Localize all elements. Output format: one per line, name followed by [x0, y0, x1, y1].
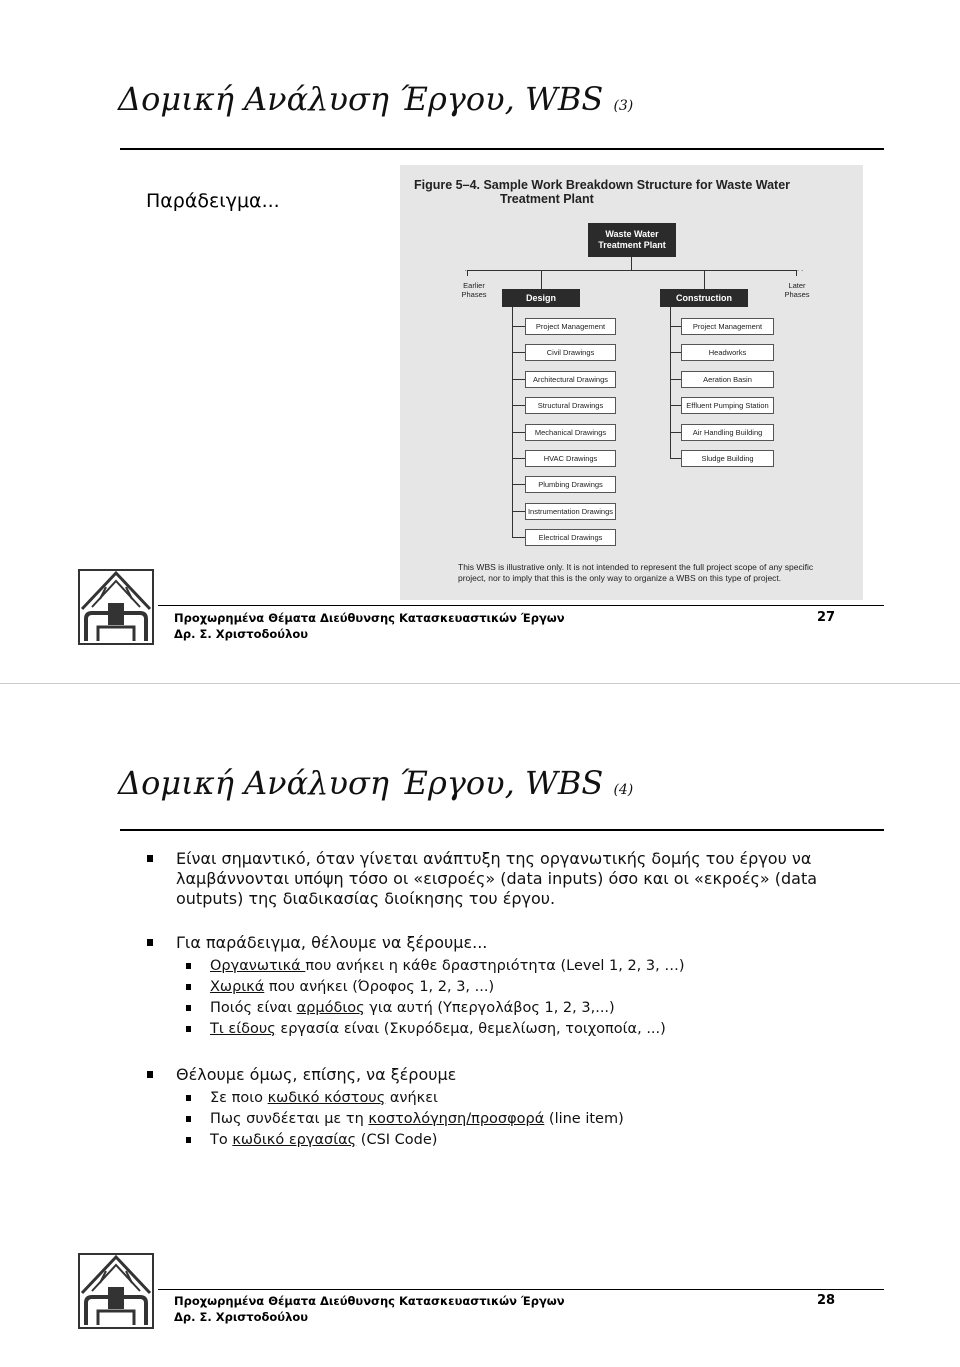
figure-note [458, 562, 858, 584]
sub-bullet-prefix: Το [210, 1132, 233, 1148]
slide2-title [118, 764, 633, 802]
slide2-title-number: (4) [613, 782, 634, 798]
wbs-connector [512, 511, 525, 512]
sub-bullet-rest: εργασία είναι (Σκυρόδεμα, θεμελίωση, τοιχοποία, ...) [275, 1021, 666, 1037]
sub-bullet-keyword: κοστολόγηση/προσφορά [368, 1111, 545, 1127]
wbs-connector [512, 458, 525, 459]
sub-bullet-prefix: Σε ποιο [210, 1090, 268, 1106]
construction-spine [670, 307, 671, 459]
slide2-footer-course: Προχωρημένα Θέματα Διεύθυνσης Κατασκευαστικών Έργων [174, 1294, 565, 1308]
wbs-connector [670, 458, 681, 459]
sub-bullet-item [210, 1088, 438, 1109]
slide2-footer-rule [158, 1289, 884, 1290]
wbs-connector [704, 270, 705, 289]
wbs-item-node: Plumbing Drawings [525, 476, 616, 493]
sub-bullet-keyword: Οργανωτικά [210, 958, 306, 974]
slide2-page-number: 28 [817, 1293, 836, 1308]
sub-bullet-rest: (CSI Code) [356, 1132, 438, 1148]
slide2-title-text: Δομική Ανάλυση Έργου, WBS [118, 764, 604, 802]
sub-bullet-item [210, 1130, 437, 1151]
wbs-item-node: Project Management [681, 318, 774, 335]
wbs-item-node: Headworks [681, 344, 774, 361]
square-bullet-icon [186, 1095, 191, 1101]
bullet-3: Θέλουμε όμως, επίσης, να ξέρουμε [176, 1065, 457, 1084]
later-phases-node: Later Phases [784, 281, 810, 299]
sub-bullet-item [210, 1109, 624, 1130]
wbs-connector [631, 257, 632, 270]
wbs-connector [512, 537, 525, 538]
wbs-item-node: Civil Drawings [525, 344, 616, 361]
slide-separator [0, 683, 960, 684]
later-phases-dots: . . . [792, 264, 804, 273]
wbs-root-node: Waste Water Treatment Plant [588, 223, 676, 257]
wbs-connector [512, 432, 525, 433]
sub-bullet-prefix: Ποιός είναι [210, 1000, 297, 1016]
figure-note-line2: project, nor to imply that this is the only way to organize a WBS on this type of project. [458, 573, 782, 583]
slide1-title [118, 80, 633, 118]
sub-bullet-rest: ανήκει [385, 1090, 438, 1106]
slide1-title-number: (3) [613, 98, 634, 114]
sub-bullet-keyword: κωδικό εργασίας [232, 1132, 357, 1148]
wbs-item-node: HVAC Drawings [525, 450, 616, 467]
wbs-item-node: Air Handling Building [681, 424, 774, 441]
square-bullet-icon [147, 1071, 153, 1078]
sub-bullet-prefix: Πως συνδέεται με τη [210, 1111, 369, 1127]
earlier-phases-dots: . . . [464, 264, 476, 273]
wbs-item-node: Effluent Pumping Station [681, 397, 774, 414]
slide1-footer-course: Προχωρημένα Θέματα Διεύθυνσης Κατασκευαστικών Έργων [174, 611, 565, 625]
wbs-item-node: Instrumentation Drawings [525, 503, 616, 520]
square-bullet-icon [186, 1137, 191, 1143]
university-logo-icon [78, 1253, 154, 1329]
slide1-footer-rule [158, 605, 884, 606]
wbs-item-node: Sludge Building [681, 450, 774, 467]
sub-bullet-rest: για αυτή (Υπεργολάβος 1, 2, 3,...) [364, 1000, 615, 1016]
wbs-connector [512, 352, 525, 353]
earlier-phases-node: Earlier Phases [461, 281, 487, 299]
wbs-item-node: Structural Drawings [525, 397, 616, 414]
wbs-item-node: Project Management [525, 318, 616, 335]
wbs-item-node: Mechanical Drawings [525, 424, 616, 441]
sub-bullet-keyword: αρμόδιος [296, 1000, 365, 1016]
wbs-connector [670, 432, 681, 433]
sub-bullet-rest: που ανήκει (Όροφος 1, 2, 3, ...) [264, 979, 495, 995]
wbs-item-node: Electrical Drawings [525, 529, 616, 546]
wbs-item-node: Architectural Drawings [525, 371, 616, 388]
slide1-title-rule [120, 148, 884, 150]
square-bullet-icon [186, 1116, 191, 1122]
sub-bullet-rest: (line item) [544, 1111, 624, 1127]
wbs-connector [670, 405, 681, 406]
wbs-item-node: Aeration Basin [681, 371, 774, 388]
figure-title-line2: Treatment Plant [500, 192, 594, 206]
wbs-connector [467, 270, 797, 271]
sub-bullet-keyword: κωδικό κόστους [267, 1090, 386, 1106]
design-spine [512, 307, 513, 538]
bullet-1: Είναι σημαντικό, όταν γίνεται ανάπτυξη της οργανωτικής δομής του έργου να λαμβάννονται υπόψη τόσο οι «εισροές» (data inputs) όσο και οι «εκροές» (data outputs) της διαδικασίας διοίκησης του έργου. [176, 849, 818, 908]
wbs-connector [670, 379, 681, 380]
university-logo-icon [78, 569, 154, 645]
sub-bullet-keyword: Χωρικά [210, 979, 265, 995]
wbs-figure [400, 165, 863, 600]
slide1-page-number: 27 [817, 610, 836, 625]
wbs-connector [541, 270, 542, 289]
square-bullet-icon [147, 855, 153, 862]
square-bullet-icon [186, 1005, 191, 1011]
figure-title [414, 178, 854, 206]
sub-bullet-item [210, 1019, 666, 1040]
wbs-connector [512, 379, 525, 380]
square-bullet-icon [186, 1026, 191, 1032]
square-bullet-icon [147, 939, 153, 946]
slide1-footer-author: Δρ. Σ. Χριστοδούλου [174, 627, 309, 641]
wbs-connector [512, 326, 525, 327]
slide2-footer-author: Δρ. Σ. Χριστοδούλου [174, 1310, 309, 1324]
design-node: Design [502, 289, 580, 307]
sub-bullet-item [210, 998, 615, 1019]
slide2-title-rule [120, 829, 884, 831]
square-bullet-icon [186, 984, 191, 990]
figure-title-line1: Figure 5–4. Sample Work Breakdown Structure for Waste Water [414, 178, 791, 192]
sub-bullet-item [210, 956, 685, 977]
slide1-title-text: Δομική Ανάλυση Έργου, WBS [118, 80, 604, 118]
construction-node: Construction [660, 289, 748, 307]
wbs-connector [512, 484, 525, 485]
wbs-connector [670, 352, 681, 353]
sub-bullet-keyword: Τι είδους [210, 1021, 276, 1037]
slide1-example-label: Παράδειγμα... [146, 190, 280, 212]
sub-bullet-item [210, 977, 494, 998]
square-bullet-icon [186, 963, 191, 969]
wbs-connector [512, 405, 525, 406]
wbs-connector [670, 326, 681, 327]
figure-note-line1: This WBS is illustrative only. It is not intended to represent the full project scope of any specific [458, 562, 814, 572]
sub-bullet-rest: που ανήκει η κάθε δραστηριότητα (Level 1, 2, 3, …) [305, 958, 685, 974]
bullet-2: Για παράδειγμα, θέλουμε να ξέρουμε... [176, 933, 488, 952]
